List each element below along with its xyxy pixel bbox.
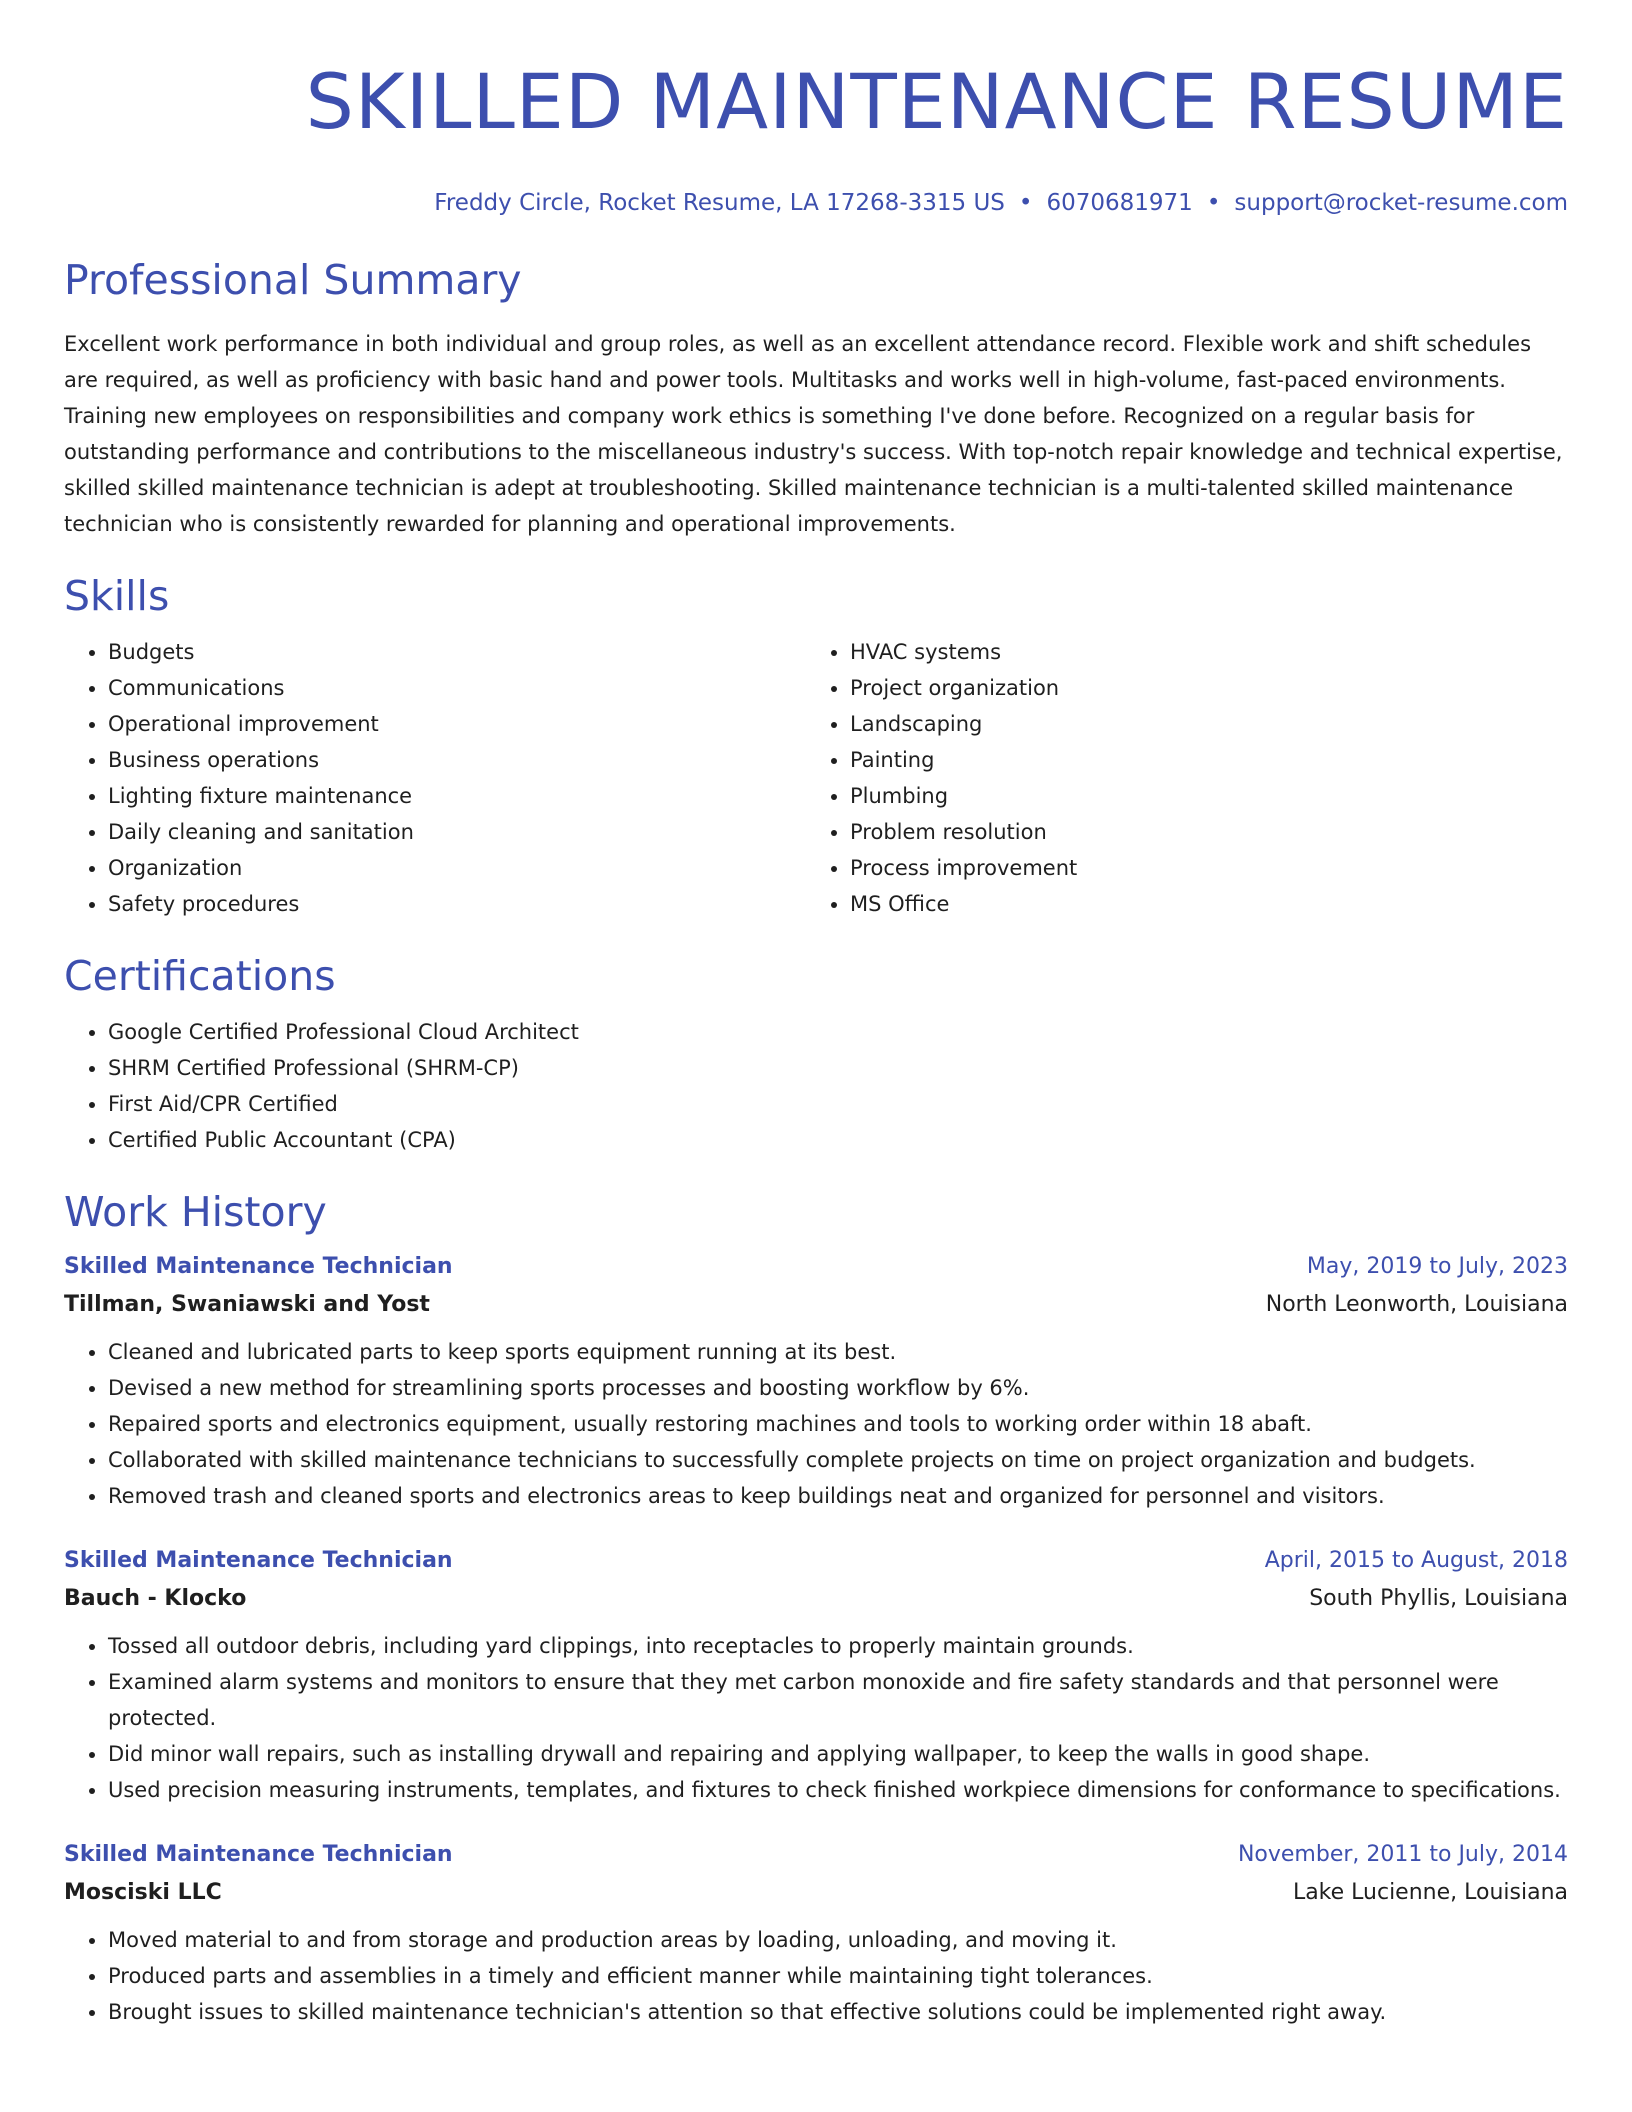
job-subheader [64,1580,1568,1618]
job-header [64,1836,1568,1874]
job-title: Skilled Maintenance Technician [64,1548,453,1573]
job-bullet: • Brought issues to skilled maintenance technician's attention so that effective solutions could be implemented right away. [108,1994,1568,2030]
job-subheader [64,1874,1568,1912]
job-bullet: • Produced parts and assemblies in a timely and efficient manner while maintaining tight tolerances. [108,1958,1568,1994]
job-entry [64,1248,1568,1514]
job-company: Tillman, Swaniawski and Yost [64,1292,430,1317]
skill-item: • Painting [850,742,1548,778]
certification-item: • Certified Public Accountant (CPA) [108,1122,1568,1158]
job-location: North Leonworth, Louisiana [1265,1292,1568,1317]
skill-item: • Landscaping [850,706,1548,742]
job-location: South Phyllis, Louisiana [1309,1586,1568,1611]
skill-item: • Safety procedures [108,886,806,922]
job-bullet: • Cleaned and lubricated parts to keep sports equipment running at its best. [108,1334,1568,1370]
contact-separator: • [1018,190,1033,216]
job-bullet: • Removed trash and cleaned sports and electronics areas to keep buildings neat and organized for personnel and visitors. [108,1478,1568,1514]
skill-item: • Problem resolution [850,814,1548,850]
job-company: Mosciski LLC [64,1880,222,1905]
work-history-heading: Work History [64,1188,327,1236]
job-bullet: • Moved material to and from storage and production areas by loading, unloading, and moving it. [108,1922,1568,1958]
skill-item: • Daily cleaning and sanitation [108,814,806,850]
job-title: Skilled Maintenance Technician [64,1842,453,1867]
contact-email: support@rocket-resume.com [1234,190,1568,216]
certification-item: • SHRM Certified Professional (SHRM-CP) [108,1050,1568,1086]
job-title: Skilled Maintenance Technician [64,1254,453,1279]
job-entry [64,1542,1568,1808]
job-company: Bauch - Klocko [64,1586,247,1611]
skill-item: • Process improvement [850,850,1548,886]
skill-item: • MS Office [850,886,1548,922]
job-header [64,1542,1568,1580]
skill-item: • Communications [108,670,806,706]
certifications-heading: Certifications [64,952,336,1000]
job-bullet: • Devised a new method for streamlining sports processes and boosting workflow by 6%. [108,1370,1568,1406]
job-dates: November, 2011 to July, 2014 [1237,1842,1568,1867]
job-bullet: • Used precision measuring instruments, templates, and fixtures to check finished workpiece dimensions for conformance to specifications. [108,1772,1568,1808]
skill-item: • Operational improvement [108,706,806,742]
skills-column-left [64,634,806,922]
skill-item: • Budgets [108,634,806,670]
skills-section [64,570,1568,922]
summary-heading: Professional Summary [64,256,522,304]
skill-item: • Plumbing [850,778,1548,814]
certification-item: • First Aid/CPR Certified [108,1086,1568,1122]
skill-item: • Organization [108,850,806,886]
resume-title: SKILLED MAINTENANCE RESUME [305,57,1568,146]
contact-phone: 6070681971 [1046,190,1193,216]
contact-address: Freddy Circle, Rocket Resume, LA 17268-3315 US [434,190,1005,216]
job-entry [64,1836,1568,2030]
job-bullet: • Did minor wall repairs, such as installing drywall and repairing and applying wallpaper, to keep the walls in good shape. [108,1736,1568,1772]
skills-grid [64,634,1568,922]
job-bullet: • Repaired sports and electronics equipment, usually restoring machines and tools to working order within 18 abaft. [108,1406,1568,1442]
skill-item: • Project organization [850,670,1548,706]
certifications-section [64,950,1568,1158]
job-dates: April, 2015 to August, 2018 [1264,1548,1568,1573]
skills-column-right [806,634,1548,922]
job-subheader [64,1286,1568,1324]
summary-text: Excellent work performance in both individual and group roles, as well as an excellent attendance record. Flexible work and shift schedules are required, as well as proficiency with basic hand and power tools. Multitasks and works well in high-volume, fast-paced environments. Training new employees on responsibilities and company work ethics is something I've done before. Recognized on a regular basis for outstanding performance and contributions to the miscellaneous industry's success. With top-notch repair knowledge and technical expertise, skilled skilled maintenance technician is adept at troubleshooting. Skilled maintenance technician is a multi-talented skilled maintenance technician who is consistently rewarded for planning and operational improvements. [64,332,1563,536]
job-location: Lake Lucienne, Louisiana [1292,1880,1568,1905]
job-bullet: • Examined alarm systems and monitors to ensure that they met carbon monoxide and fire safety standards and that personnel were protected. [108,1664,1568,1736]
job-header [64,1248,1568,1286]
contact-separator: • [1206,190,1221,216]
job-bullet: • Collaborated with skilled maintenance technicians to successfully complete projects on time on project organization and budgets. [108,1442,1568,1478]
work-history-section [64,1186,1568,2030]
skill-item: • HVAC systems [850,634,1548,670]
summary-section [64,254,1568,542]
certification-item: • Google Certified Professional Cloud Architect [108,1014,1568,1050]
skill-item: • Business operations [108,742,806,778]
job-dates: May, 2019 to July, 2023 [1306,1254,1568,1279]
job-bullet: • Tossed all outdoor debris, including yard clippings, into receptacles to properly maintain grounds. [108,1628,1568,1664]
contact-line [64,188,1568,218]
skills-heading: Skills [64,572,170,620]
skill-item: • Lighting fixture maintenance [108,778,806,814]
